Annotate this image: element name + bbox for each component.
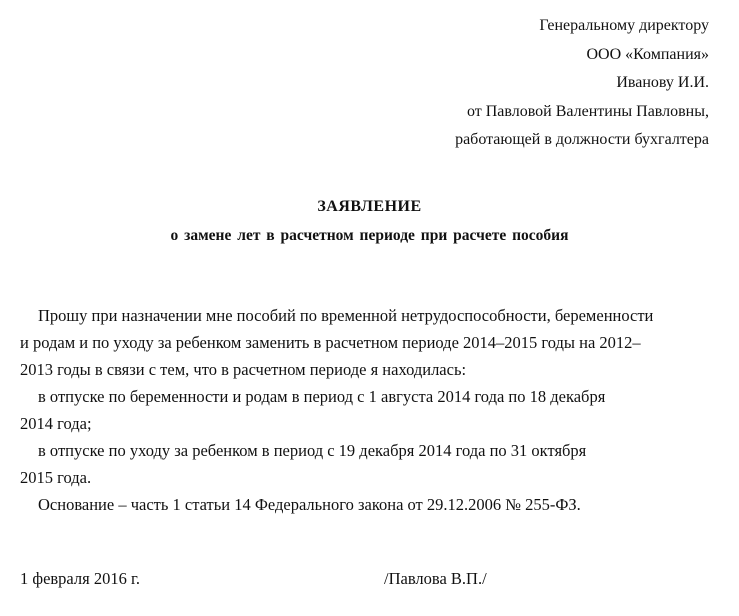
signature: /Павлова В.П./	[384, 569, 487, 588]
sender-name: от Павловой Валентины Павловны,	[466, 102, 709, 120]
body-line: Прошу при назначении мне пособий по временной нетрудоспособности, беременности	[38, 306, 654, 325]
body-line: в отпуске по уходу за ребенком в период с 19 декабря 2014 года по 31 октября	[38, 441, 587, 460]
body-line: 2014 года;	[20, 414, 92, 433]
body-line: в отпуске по беременности и родам в период с 1 августа 2014 года по 18 декабря	[38, 387, 606, 406]
document-subtitle: о замене лет в расчетном периоде при расчете пособия	[170, 227, 569, 244]
document-body	[20, 302, 710, 518]
sender-position: работающей в должности бухгалтера	[455, 131, 709, 149]
addressee-block	[455, 12, 709, 155]
addressee-name: Иванову И.И.	[616, 74, 709, 92]
body-line: 2015 года.	[20, 468, 92, 487]
document-date: 1 февраля 2016 г.	[20, 569, 141, 588]
addressee-position: Генеральному директору	[539, 17, 709, 34]
document-title: ЗАЯВЛЕНИЕ	[317, 198, 422, 215]
body-line: и родам и по уходу за ребенком заменить в расчетном периоде 2014–2015 годы на 2012–	[20, 333, 641, 352]
body-line: 2013 годы в связи с тем, что в расчетном периоде я находилась:	[20, 360, 467, 379]
addressee-company: ООО «Компания»	[586, 45, 709, 63]
body-line: Основание – часть 1 статьи 14 Федерального закона от 29.12.2006 № 255-ФЗ.	[38, 495, 581, 514]
